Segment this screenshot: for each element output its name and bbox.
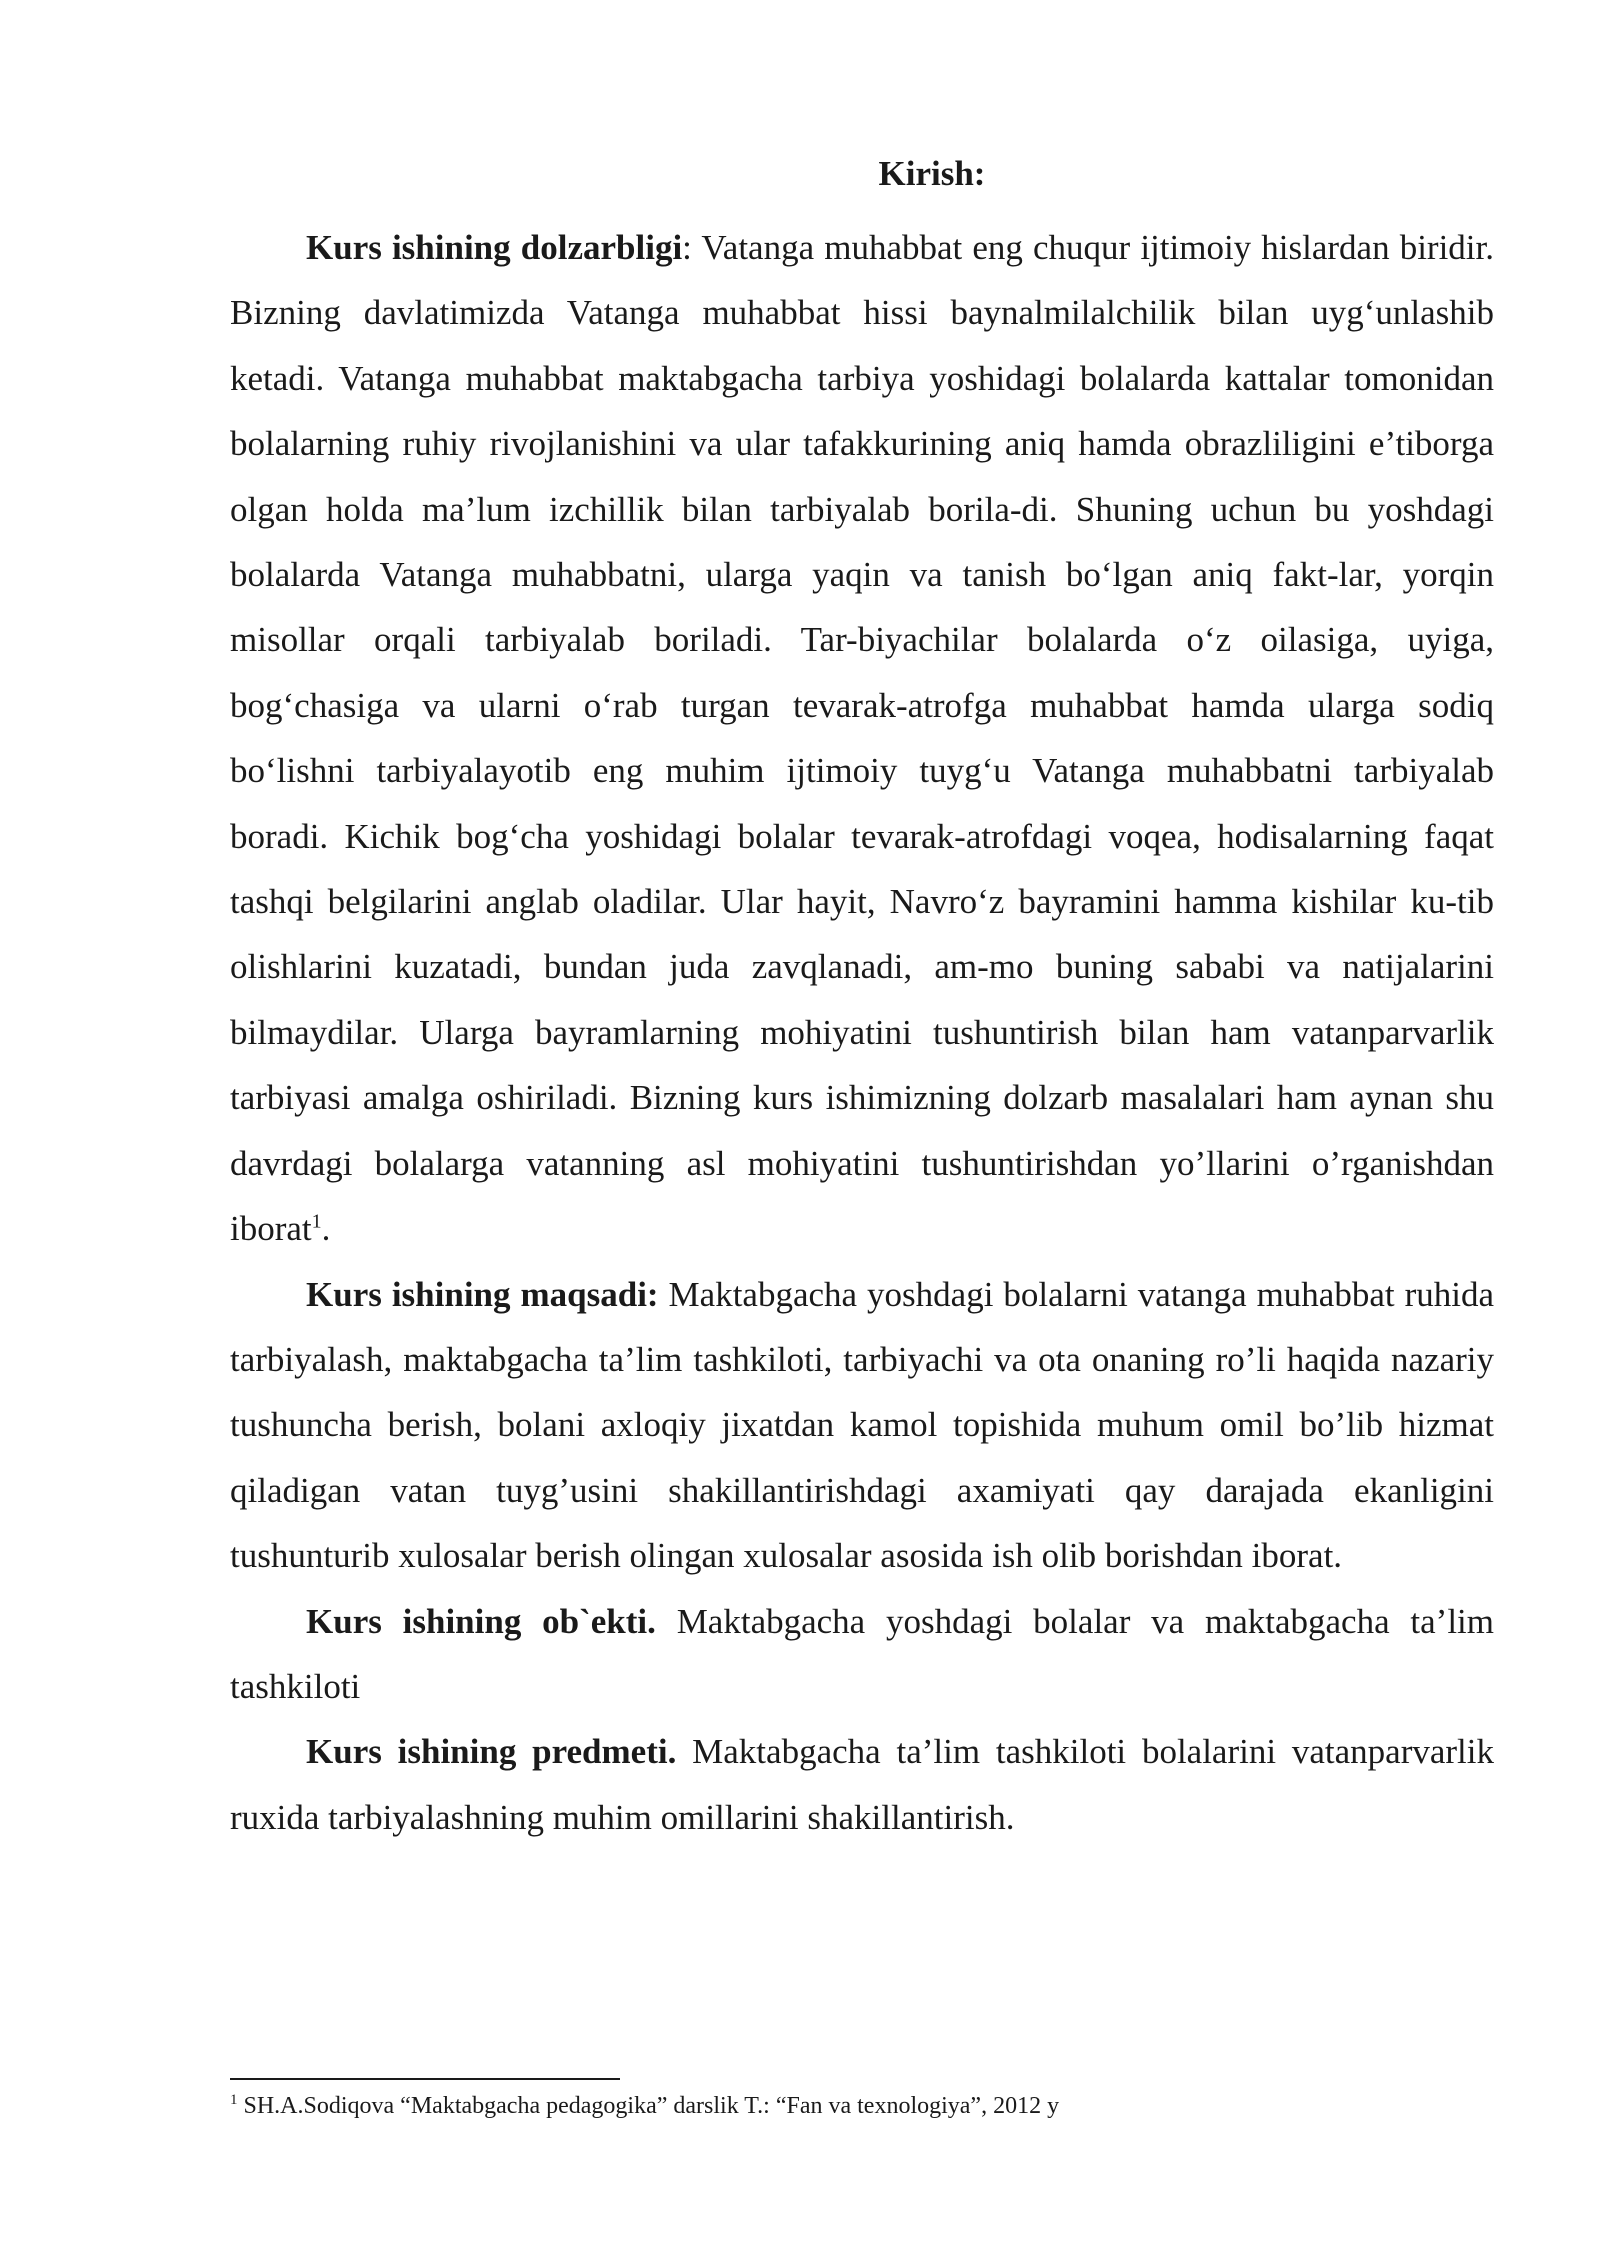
paragraph-subject: [230, 1719, 1494, 1850]
footnote-mark: 1: [230, 2092, 238, 2108]
footnote-text: SH.A.Sodiqova “Maktabgacha pedagogika” darslik T.: “Fan va texnologiya”, 2012 y: [237, 2093, 1060, 2119]
document-body: [230, 150, 1494, 1850]
paragraph-lead: Kurs ishining ob`ekti.: [306, 1601, 656, 1641]
footnote: [230, 2090, 1494, 2122]
paragraph-object: [230, 1589, 1494, 1720]
paragraph-lead: Kurs ishining predmeti.: [306, 1732, 677, 1772]
paragraph-text: Maktabgacha yoshdagi bolalarni vatanga muhabbat ruhida tarbiyalash, maktabgacha ta’lim tashkiloti, tarbiyachi va ota onaning ro’li haqida nazariy tushuncha berish, bolani axloqiy jixatdan kamol topishida muhum omil bo’lib hizmat qiladigan vatan tuyg’usini shakillantirishdagi axamiyati qay darajada ekanligini tushunturib xulosalar berish olingan xulosalar asosida ish olib borishdan iborat.: [230, 1274, 1494, 1576]
paragraph-tail: .: [321, 1209, 331, 1249]
section-title: Kirish:: [878, 154, 986, 193]
paragraph-lead: Kurs ishining dolzarbligi: [306, 228, 683, 267]
paragraph-text: : Vatanga muhabbat eng chuqur ijtimoiy hislardan biridir. Bizning davlatimizda Vatanga muhabbat hissi baynalmilalchilik bilan uyg‘unlashib ketadi. Vatanga muhabbat maktabgacha tarbiya yoshidagi bolalarda kattalar tomonidan bolalarning ruhiy rivojlanishini va ular tafakkurining aniq hamda obrazliligini e’tiborga olgan holda ma’lum izchillik bilan tarbiyalab borila-di. Shuning uchun bu yoshdagi bolalarda Vatanga muhabbatni, ularga yaqin va tanish bo‘lgan aniq fakt-lar, yorqin misollar orqali tarbiyalab boriladi. Tar-biyachilar bolalarda o‘z oilasiga, uyiga, bog‘chasiga va ularni o‘rab turgan tevarak-atrofga muhabbat hamda ularga sodiq bo‘lishni tarbiyalayotib eng muhim ijtimoiy tuyg‘u Vatanga muhabbatni tarbiyalab boradi. Kichik bog‘cha yoshidagi bolalar tevarak-atrofdagi voqea, hodisalarning faqat tashqi belgilarini anglab oladilar. Ular hayit, Navro‘z bayramini hamma kishilar ku-tib olishlarini kuzatadi, bundan juda zavqlanadi, am-mo buning sababi va natijalarini bilmaydilar. Ularga bayramlarning mohiyatini tushuntirish bilan ham vatanparvarlik tarbiyasi amalga oshiriladi. Bizning kurs ishimizning dolzarb masalalari ham aynan shu davrdagi bolalarga vatanning asl mohiyatini tushuntirishdan yo’llarini o’rganishdan iborat: [230, 228, 1494, 1249]
paragraph-text: Maktabgacha ta’lim tashkiloti bolalarini vatanparvarlik ruxida tarbiyalashning muhim omillarini shakillantirish.: [230, 1732, 1494, 1837]
footnote-reference[interactable]: 1: [311, 1210, 322, 1233]
paragraph-goal: [230, 1262, 1494, 1589]
footnote-divider: [230, 2078, 620, 2080]
paragraph-text: Maktabgacha yoshdagi bolalar va maktabgacha ta’lim tashkiloti: [230, 1601, 1494, 1706]
paragraph-relevance: [230, 215, 1494, 1262]
paragraph-lead: Kurs ishining maqsadi:: [306, 1274, 659, 1314]
